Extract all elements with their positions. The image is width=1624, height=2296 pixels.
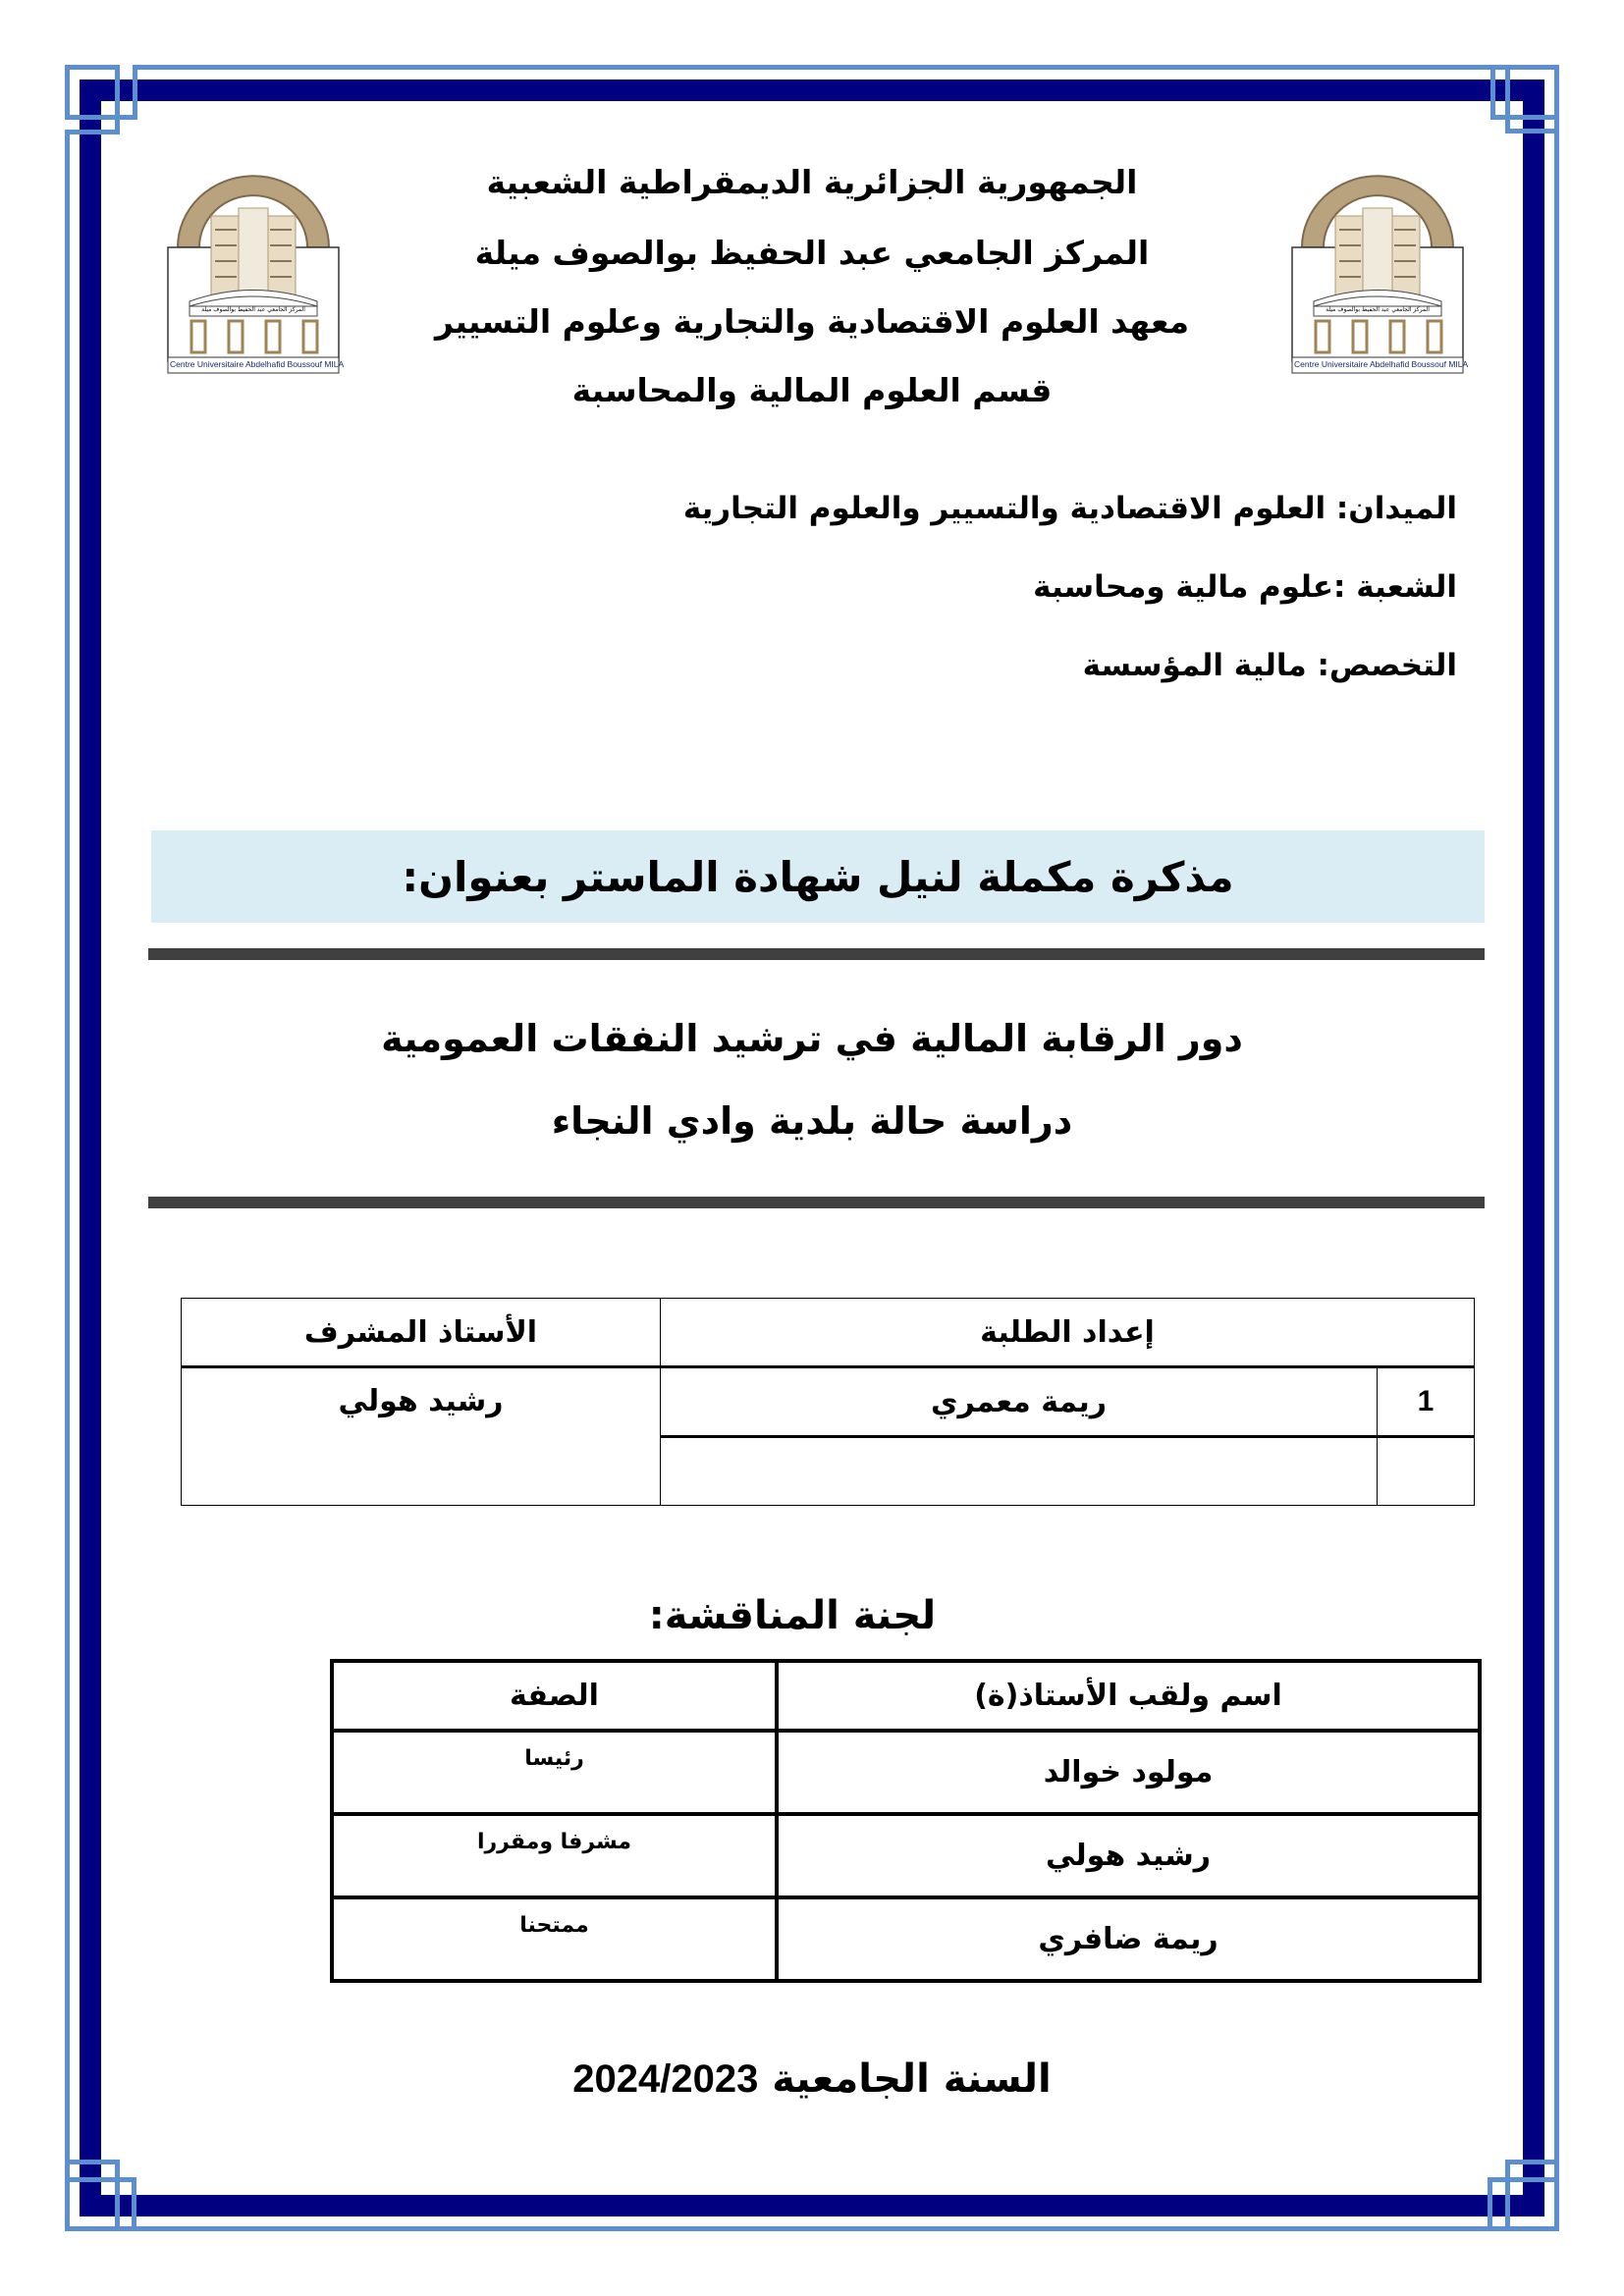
rule-top [148, 948, 1485, 960]
border-left-line [65, 131, 70, 2163]
logo-caption: Centre Universitaire Abdelhafid Boussouf MILA [170, 359, 345, 369]
rule-bottom [148, 1197, 1485, 1208]
table-row [332, 1814, 1480, 1897]
jury-member-name: ريمة ضافري [777, 1897, 1480, 1981]
logo-caption: Centre Universitaire Abdelhafid Boussouf MILA [1294, 359, 1469, 369]
header-republic: الجمهورية الجزائرية الديمقراطية الشعبية [486, 163, 1138, 201]
students-table [181, 1298, 1475, 1506]
jury-member-role: ممتحنا [332, 1897, 777, 1981]
student-name [661, 1437, 1378, 1506]
jury-member-role: رئيسا [332, 1731, 777, 1814]
border-bottom-navy [80, 2195, 1544, 2216]
academic-year-value: 2024/2023 [572, 2057, 759, 2101]
border-right-line [1554, 131, 1559, 2163]
academic-year [0, 2056, 1624, 2103]
academic-year-label: السنة الجامعية [772, 2056, 1052, 2102]
corner-br-b [1488, 2177, 1510, 2231]
memoir-subtitle-band [151, 830, 1485, 923]
corner-tl-c [65, 65, 120, 134]
header-institute: معهد العلوم الاقتصادية والتجارية وعلوم التسيير [434, 302, 1190, 341]
corner-bl-c [115, 2177, 136, 2231]
logo-arabic-banner: المركز الجامعي عبد الحفيظ بوالصوف ميلة [1326, 306, 1430, 313]
corner-bl-b [65, 2160, 120, 2182]
meta-field: الميدان: العلوم الاقتصادية والتسيير والعلوم التجارية [682, 491, 1457, 526]
meta-specialty: التخصص: مالية المؤسسة [1082, 648, 1457, 683]
border-top-line [133, 65, 1507, 70]
header-university: المركز الجامعي عبد الحفيظ بوالصوف ميلة [474, 234, 1150, 272]
corner-br-c [1505, 2160, 1559, 2182]
corner-br-a [1505, 2177, 1559, 2231]
supervisor-name: رشيد هولي [182, 1367, 661, 1506]
jury-table [330, 1659, 1482, 1983]
memoir-subtitle: مذكرة مكملة لنيل شهادة الماستر بعنوان: [402, 852, 1234, 901]
table-row [332, 1731, 1480, 1814]
corner-bl-a [65, 2177, 120, 2231]
student-number [1378, 1437, 1475, 1506]
table-row [332, 1897, 1480, 1981]
jury-header-name: اسم ولقب الأستاذ(ة) [777, 1661, 1480, 1731]
jury-table-header [332, 1661, 1480, 1731]
jury-member-name: رشيد هولي [777, 1814, 1480, 1897]
border-top-navy [80, 80, 1544, 101]
thesis-case-study: دراسة حالة بلدية وادي النجاء [551, 1099, 1073, 1143]
header-department: قسم العلوم المالية والمحاسبة [571, 371, 1053, 409]
border-bottom-line [118, 2226, 1492, 2231]
table-row [182, 1367, 1475, 1437]
jury-title: لجنة المناقشة: [648, 1593, 937, 1638]
jury-header-role: الصفة [332, 1661, 777, 1731]
header-supervisor: الأستاذ المشرف [182, 1299, 661, 1367]
student-name: ريمة معمري [661, 1367, 1378, 1437]
logo-arabic-banner: المركز الجامعي عبد الحفيظ بوالصوف ميلة [201, 306, 305, 313]
corner-tr-c [1505, 112, 1559, 133]
students-table-header [182, 1299, 1475, 1367]
jury-member-role: مشرفا ومقررا [332, 1814, 777, 1897]
header-students: إعداد الطلبة [661, 1299, 1475, 1367]
student-number: 1 [1378, 1367, 1475, 1437]
jury-member-name: مولود خوالد [777, 1731, 1480, 1814]
meta-branch: الشعبة :علوم مالية ومحاسبة [1033, 569, 1457, 605]
thesis-title: دور الرقابة المالية في ترشيد النفقات العمومية [381, 1017, 1243, 1060]
